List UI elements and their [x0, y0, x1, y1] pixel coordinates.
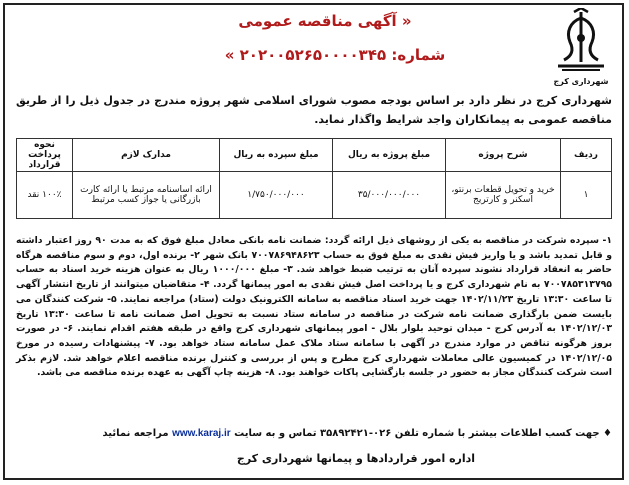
logo-emblem-icon: [552, 8, 610, 74]
cell-project-amount: ۳۵/۰۰۰/۰۰۰/۰۰۰: [333, 172, 446, 219]
contact-tail: مراجعه نمائید: [102, 428, 169, 439]
contact-line: [100, 428, 612, 439]
cell-deposit-amount: ۱/۷۵۰/۰۰۰/۰۰۰: [220, 172, 333, 219]
tender-number: شماره: ۲۰۲۰۰۵۲۶۵۰۰۰۰۳۴۵ »: [224, 46, 446, 64]
issuer-footer: اداره امور قراردادها و پیمانها شهرداری کرج: [236, 452, 476, 465]
cell-project-desc: خرید و تحویل قطعات برنتو، اسکنر و کارتریج: [446, 172, 561, 219]
website-link[interactable]: www.karaj.ir: [172, 428, 231, 439]
col-project-amount: مبلغ پروژه به ریال: [333, 139, 446, 172]
contact-text: جهت کسب اطلاعات بیشتر با شماره تلفن ۰۲۶-۳۵۸۹۲۴۲۱ تماس و به سایت: [234, 428, 600, 439]
notice-title: « آگهی مناقصه عمومی: [238, 12, 412, 30]
cell-row-number: ۱: [561, 172, 612, 219]
col-row-number: ردیف: [561, 139, 612, 172]
cell-payment-method: ۱۰۰٪ نقد: [17, 172, 73, 219]
intro-paragraph: شهرداری کرج در نظر دارد بر اساس بودجه مصوب شورای اسلامی شهر پروژه مندرج در جدول ذیل را از طریق مناقصه عمومی به پیمانکاران واجد شرایط واگذار نماید.: [16, 94, 612, 126]
tender-table: [16, 138, 612, 219]
contact-bullet: ♦: [603, 428, 612, 439]
karaj-municipality-logo: [552, 8, 610, 86]
logo-label: شهرداری کرج: [553, 77, 609, 86]
table-row: [17, 172, 612, 219]
conditions-paragraph: ۱- سپرده شرکت در مناقصه به یکی از روشهای ذیل ارائه گردد: ضمانت نامه بانکی معادل مبلغ فوق که به مدت ۹۰ روز اعتبار داشته و قابل تمدید باشد و یا واریز فیش نقدی به مبلغ فوق به حساب ۷۰۰۷۸۶۹۴۸۶۲۳ بانک شهر ۲- برنده اول، دوم و سوم مناقصه هرگاه حاضر به انعقاد قرارداد نشوند سپرده آنان به ترتیب ضبط خواهد شد. ۳- مبلغ ۱۰۰۰/۰۰۰ ریال به عنوان هزینه خرید اسناد به حساب ۷۰۰۷۸۵۳۱۳۷۹۵ به نام شهرداری کرج و یا پرداخت اصل فیش نقدی به امور پیمانها گردد. ۴- متقاضیان میتوانند از تاریخ انتشار آگهی تا ساعت ۱۳:۳۰ تاریخ ۱۴۰۲/۱۱/۲۳ جهت خرید اسناد مناقصه به سامانه الکترونیک دولت (ستاد) مراجعه نمایند. ۵- شرکت کنندگان می بایست ضمن بارگذاری ضمانت نامه شرکت در مناقصه در سامانه ستاد نسبت به تحویل اصل ضمانت نامه تا ساعت ۱۳:۳۰ تاریخ ۱۴۰۲/۱۲/۰۳ به آدرس کرج - میدان توحید بلوار بلال - امور پیمانهای شهرداری کرج واقع در طبقه هفتم اقدام نمایند. ۶- در صورت بروز هرگونه تناقض در موارد مندرج در آگهی با سامانه ستاد ملاک عمل سامانه ستاد خواهد بود. ۷- پیشنهادات رسیده در مورخ ۱۴۰۲/۱۲/۰۵ در کمیسیون عالی معاملات شهرداری کرج مطرح و پس از بررسی و کنترل برنده مناقصه اعلام خواهد شد. لازم بذکر است شرکت کنندگان مجاز به حضور در جلسه بازگشایی پاکات خواهند بود. ۸- هزینه چاپ آگهی به عهده برنده مناقصه می باشد.: [16, 235, 613, 379]
table-header-row: [17, 139, 612, 172]
cell-required-docs: ارائه اساسنامه مرتبط یا ارائه کارت بازرگانی یا جواز کسب مرتبط: [73, 172, 220, 219]
col-required-docs: مدارک لازم: [73, 139, 220, 172]
col-payment-method: نحوه پرداخت قرارداد: [17, 139, 73, 172]
col-deposit-amount: مبلغ سپرده به ریال: [220, 139, 333, 172]
col-project-desc: شرح پروژه: [446, 139, 561, 172]
